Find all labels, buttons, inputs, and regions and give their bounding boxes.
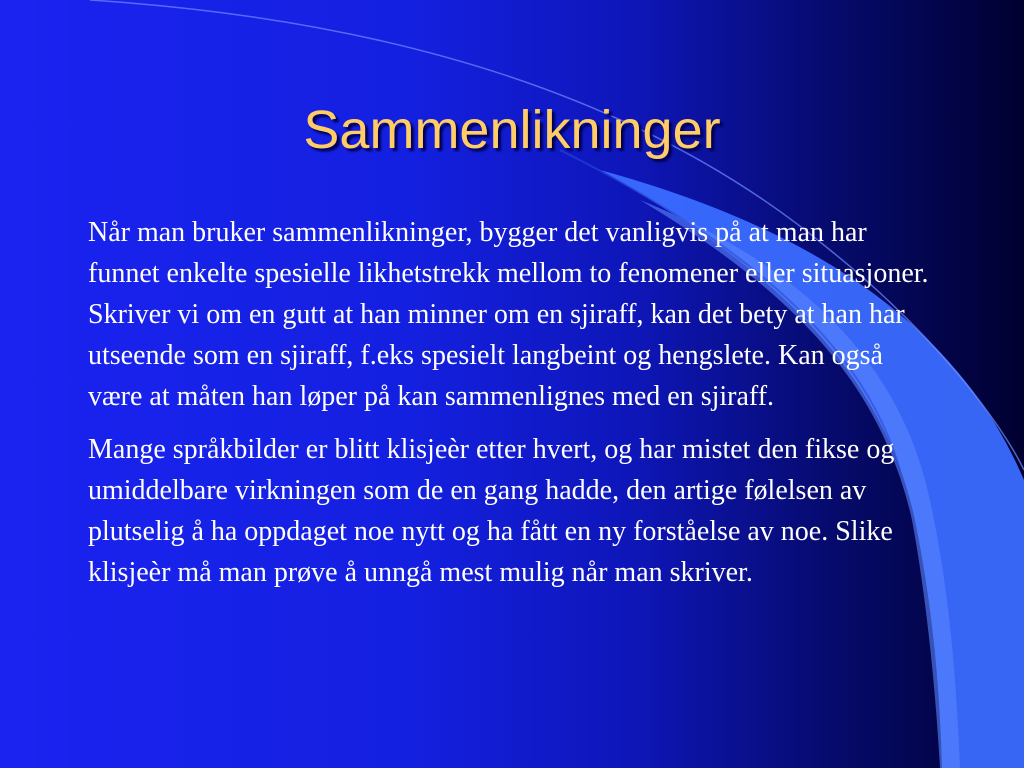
body-paragraph: Når man bruker sammenlikninger, bygger det vanligvis på at man har funnet enkelte spesielle likhetstrekk mellom to fenomener eller situasjoner. Skriver vi om en gutt at han minner om en sjiraff, kan det bety at han har utseende som en sjiraff, f.eks spesielt langbeint og hengslete. Kan også være at måten han løper på kan sammenlignes med en sjiraff. (88, 217, 929, 412)
slide-title: Sammenlikninger (303, 100, 721, 160)
slide-body (88, 212, 938, 605)
body-paragraph: Mange språkbilder er blitt klisjeèr etter hvert, og har mistet den fikse og umiddelbare virkningen som de en gang hadde, den artige følelsen av plutselig å ha oppdaget noe nytt og ha fått en ny forståelse av noe. Slike klisjeèr må man prøve å unngå mest mulig når man skriver. (88, 434, 895, 588)
